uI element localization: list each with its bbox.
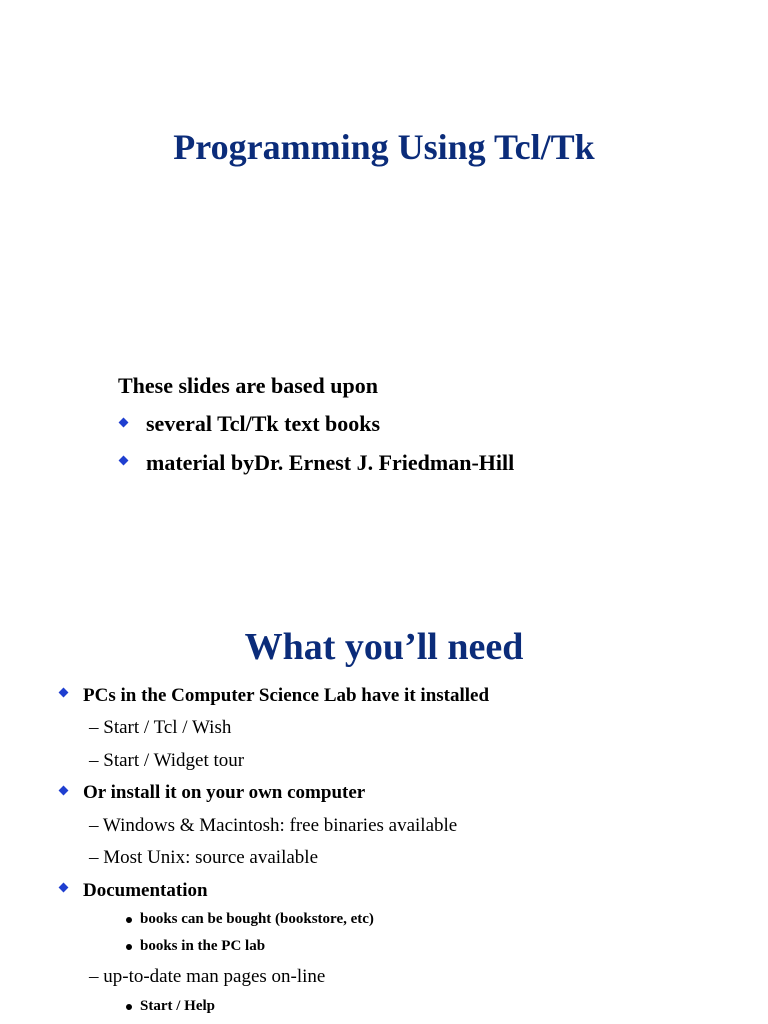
- diamond-bullet-icon: [59, 688, 69, 698]
- slide2-subsubitem: books in the PC lab: [140, 938, 266, 954]
- slide2-subsubitem: Start / Help: [140, 998, 215, 1014]
- slide1-bullet-2: material byDr. Ernest J. Friedman-Hill: [146, 450, 515, 475]
- slide1-bullet-1: several Tcl/Tk text books: [146, 411, 381, 436]
- dot-bullet-icon: [126, 1004, 132, 1010]
- slide2-title: What you’ll need: [244, 626, 524, 668]
- dot-bullet-icon: [126, 944, 132, 950]
- dot-bullet-icon: [126, 917, 132, 923]
- slide2-subitem: – Start / Tcl / Wish: [89, 717, 232, 738]
- slide1-title: Programming Using Tcl/Tk: [173, 127, 595, 167]
- slide1-intro: These slides are based upon: [118, 373, 378, 398]
- slide2-item-3: Documentation: [83, 880, 208, 901]
- slide2-subitem: – up-to-date man pages on-line: [89, 966, 326, 987]
- slide2-subsubitem: books can be bought (bookstore, etc): [140, 911, 374, 927]
- slide2-subitem: – Most Unix: source available: [89, 847, 319, 868]
- diamond-bullet-icon: [119, 456, 129, 466]
- slide2-item-1: PCs in the Computer Science Lab have it installed: [83, 685, 490, 706]
- slide2-subitem: – Windows & Macintosh: free binaries available: [89, 815, 458, 836]
- slide2-subitem: – Start / Widget tour: [89, 750, 245, 771]
- diamond-bullet-icon: [59, 786, 69, 796]
- diamond-bullet-icon: [119, 418, 129, 428]
- slide2-item-2: Or install it on your own computer: [83, 782, 366, 803]
- diamond-bullet-icon: [59, 883, 69, 893]
